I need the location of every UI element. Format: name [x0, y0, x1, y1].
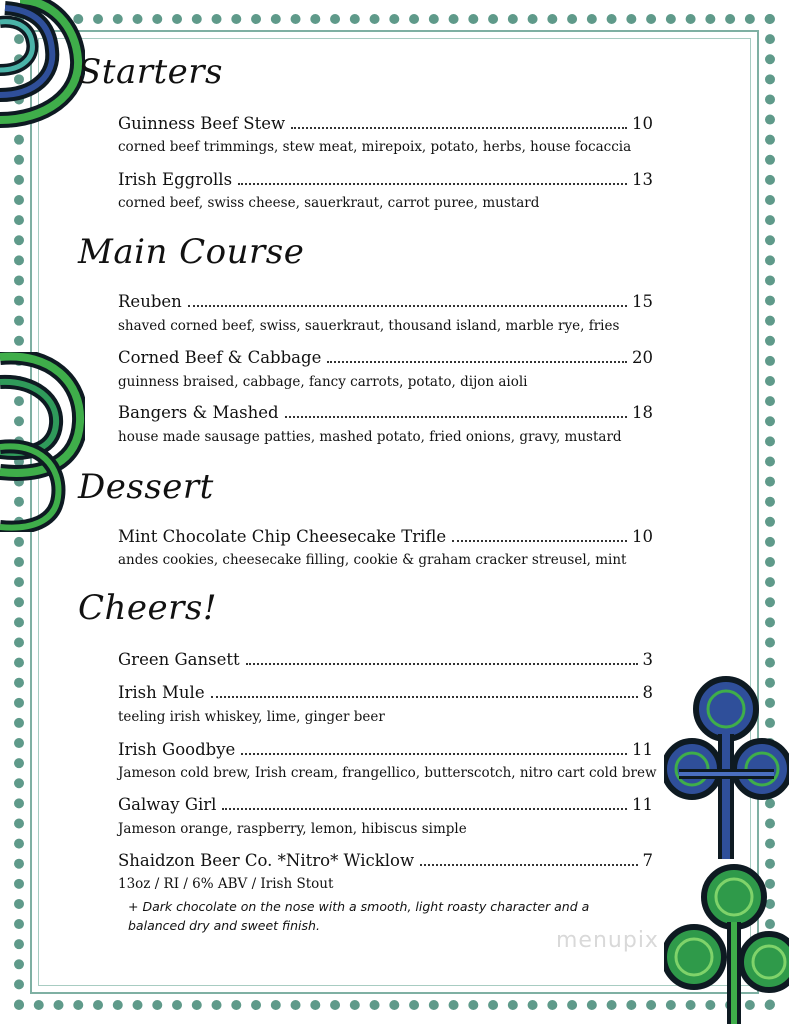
shamrock-green-icon — [664, 862, 789, 1024]
menu-item-wicklow-stout — [118, 851, 653, 870]
item-description: Jameson orange, raspberry, lemon, hibiscus simple — [118, 821, 467, 837]
dot-leader — [420, 863, 637, 866]
dot-leader — [241, 752, 627, 755]
menu-item-green-gansett — [118, 650, 653, 669]
dot-leader — [452, 539, 627, 542]
menu-item-mint-chocolate-trifle — [118, 527, 653, 546]
menu-item-corned-beef-cabbage — [118, 348, 653, 367]
item-name: Bangers & Mashed — [118, 403, 279, 422]
shamrock-blue-icon — [664, 674, 789, 864]
item-price: 3 — [642, 650, 653, 669]
item-tasting-note: + Dark chocolate on the nose with a smooth, light roasty character and a balanced dry and sweet finish. — [128, 899, 590, 933]
menu-item-irish-eggrolls — [118, 170, 653, 189]
menu-item-irish-goodbye — [118, 740, 653, 759]
item-price: 8 — [642, 683, 653, 702]
dot-leader — [188, 304, 627, 307]
item-price: 11 — [632, 795, 653, 814]
item-price: 10 — [632, 527, 653, 546]
item-name: Irish Mule — [118, 683, 205, 702]
item-price: 20 — [632, 348, 653, 367]
item-name: Galway Girl — [118, 795, 217, 814]
dot-leader — [238, 182, 627, 185]
dot-leader — [222, 807, 627, 810]
item-description: house made sausage patties, mashed potato, fried onions, gravy, mustard — [118, 429, 622, 445]
section-heading-cheers: Cheers! — [78, 588, 218, 628]
item-description: guinness braised, cabbage, fancy carrots, potato, dijon aioli — [118, 374, 528, 390]
item-name: Corned Beef & Cabbage — [118, 348, 322, 367]
item-price: 18 — [632, 403, 653, 422]
watermark-logo: menupix — [556, 928, 659, 953]
celtic-knot-top-left-icon — [0, 0, 85, 135]
item-description: teeling irish whiskey, lime, ginger beer — [118, 709, 385, 725]
section-heading-dessert: Dessert — [78, 467, 214, 507]
dot-leader — [246, 662, 638, 665]
item-price: 13 — [632, 170, 653, 189]
item-description: corned beef, swiss cheese, sauerkraut, carrot puree, mustard — [118, 195, 540, 211]
menu-item-irish-mule — [118, 683, 653, 702]
section-heading-main-course: Main Course — [78, 232, 305, 272]
menu-item-reuben — [118, 292, 653, 311]
item-name: Shaidzon Beer Co. *Nitro* Wicklow — [118, 851, 415, 870]
dot-leader — [327, 360, 627, 363]
item-description: corned beef trimmings, stew meat, mirepoix, potato, herbs, house focaccia — [118, 139, 632, 155]
menu-item-bangers-mashed — [118, 403, 653, 422]
item-name: Guinness Beef Stew — [118, 114, 286, 133]
section-heading-starters: Starters — [78, 52, 223, 92]
celtic-knot-left-icon — [0, 352, 85, 532]
dot-leader — [211, 695, 638, 698]
item-name: Green Gansett — [118, 650, 240, 669]
menu-item-guinness-beef-stew — [118, 114, 653, 133]
item-description: 13oz / RI / 6% ABV / Irish Stout — [118, 876, 334, 892]
item-price: 15 — [632, 292, 653, 311]
item-name: Reuben — [118, 292, 182, 311]
dot-leader — [291, 126, 627, 129]
item-price: 11 — [632, 740, 653, 759]
item-name: Irish Eggrolls — [118, 170, 233, 189]
item-description: shaved corned beef, swiss, sauerkraut, thousand island, marble rye, fries — [118, 318, 620, 334]
item-name: Mint Chocolate Chip Cheesecake Trifle — [118, 527, 447, 546]
item-price: 7 — [642, 851, 653, 870]
dot-leader — [285, 415, 627, 418]
item-price: 10 — [632, 114, 653, 133]
item-description: Jameson cold brew, Irish cream, frangellico, butterscotch, nitro cart cold brew — [118, 765, 657, 781]
menu-item-galway-girl — [118, 795, 653, 814]
item-description: andes cookies, cheesecake filling, cookie & graham cracker streusel, mint — [118, 552, 627, 568]
item-name: Irish Goodbye — [118, 740, 236, 759]
